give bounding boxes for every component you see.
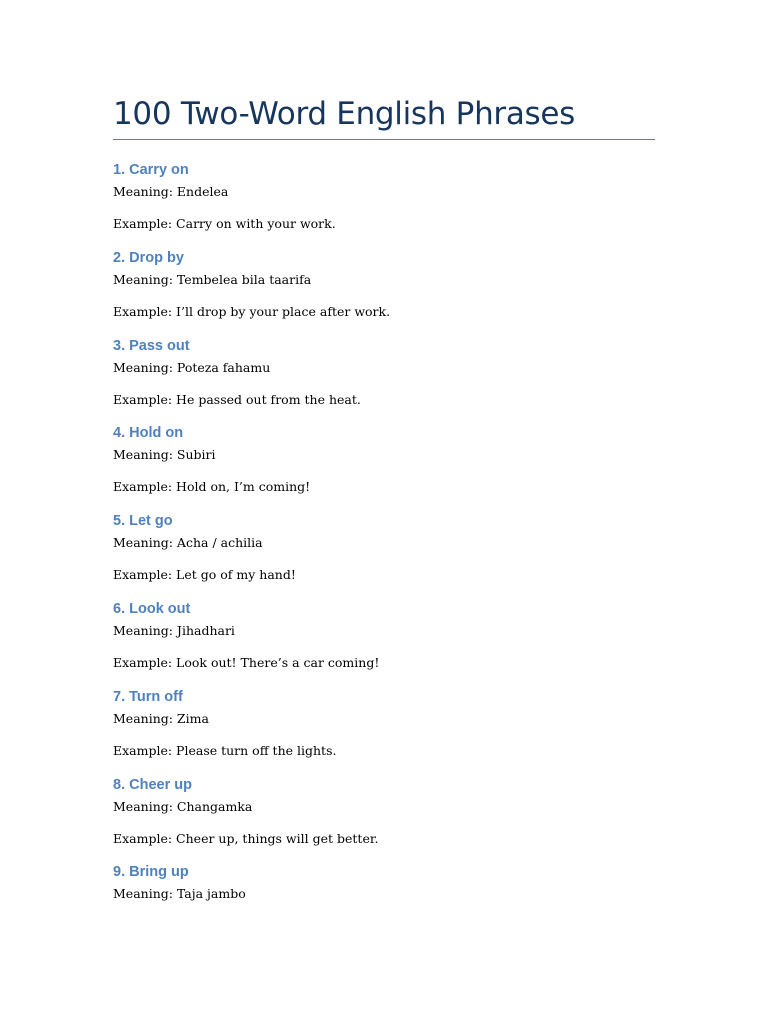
phrase-meaning: Meaning: Taja jambo	[113, 886, 246, 902]
document-title: 100 Two-Word English Phrases	[113, 96, 576, 132]
phrase-heading: 6. Look out	[113, 600, 191, 617]
phrase-meaning: Meaning: Jihadhari	[113, 622, 235, 638]
phrase-heading: 7. Turn off	[113, 688, 183, 705]
phrase-example: Example: Please turn off the lights.	[113, 742, 337, 758]
phrase-meaning: Meaning: Tembelea bila taarifa	[113, 271, 312, 287]
phrase-example: Example: Look out! There’s a car coming!	[113, 654, 380, 670]
phrase-example: Example: Carry on with your work.	[113, 216, 336, 231]
phrase-heading: 1. Carry on	[113, 162, 189, 178]
phrase-heading: 5. Let go	[113, 513, 173, 530]
title-underline	[113, 139, 655, 140]
phrase-example: Example: Cheer up, things will get better.	[113, 830, 379, 846]
phrase-example: Example: He passed out from the heat.	[113, 391, 361, 407]
phrase-list	[113, 160, 673, 950]
phrase-meaning: Meaning: Poteza fahamu	[113, 359, 271, 375]
phrase-heading: 9. Bring up	[113, 864, 189, 881]
phrase-entry	[113, 248, 673, 336]
phrase-heading: 4. Hold on	[113, 425, 184, 442]
phrase-example: Example: Let go of my hand!	[113, 567, 296, 583]
phrase-entry	[113, 687, 673, 775]
phrase-meaning: Meaning: Subiri	[113, 447, 216, 463]
phrase-meaning: Meaning: Changamka	[113, 798, 253, 814]
phrase-meaning: Meaning: Endelea	[113, 184, 229, 199]
phrase-entry	[113, 423, 673, 511]
phrase-example: Example: I’ll drop by your place after work.	[113, 303, 391, 319]
phrase-entry	[113, 336, 673, 424]
phrase-entry	[113, 160, 673, 248]
phrase-entry	[113, 599, 673, 687]
phrase-heading: 3. Pass out	[113, 337, 190, 354]
phrase-meaning: Meaning: Zima	[113, 710, 209, 726]
phrase-heading: 2. Drop by	[113, 249, 184, 266]
phrase-meaning: Meaning: Acha / achilia	[113, 535, 263, 551]
phrase-example: Example: Hold on, I’m coming!	[113, 479, 311, 495]
phrase-entry	[113, 775, 673, 863]
phrase-heading: 8. Cheer up	[113, 776, 192, 793]
phrase-entry	[113, 511, 673, 599]
phrase-entry	[113, 862, 673, 950]
